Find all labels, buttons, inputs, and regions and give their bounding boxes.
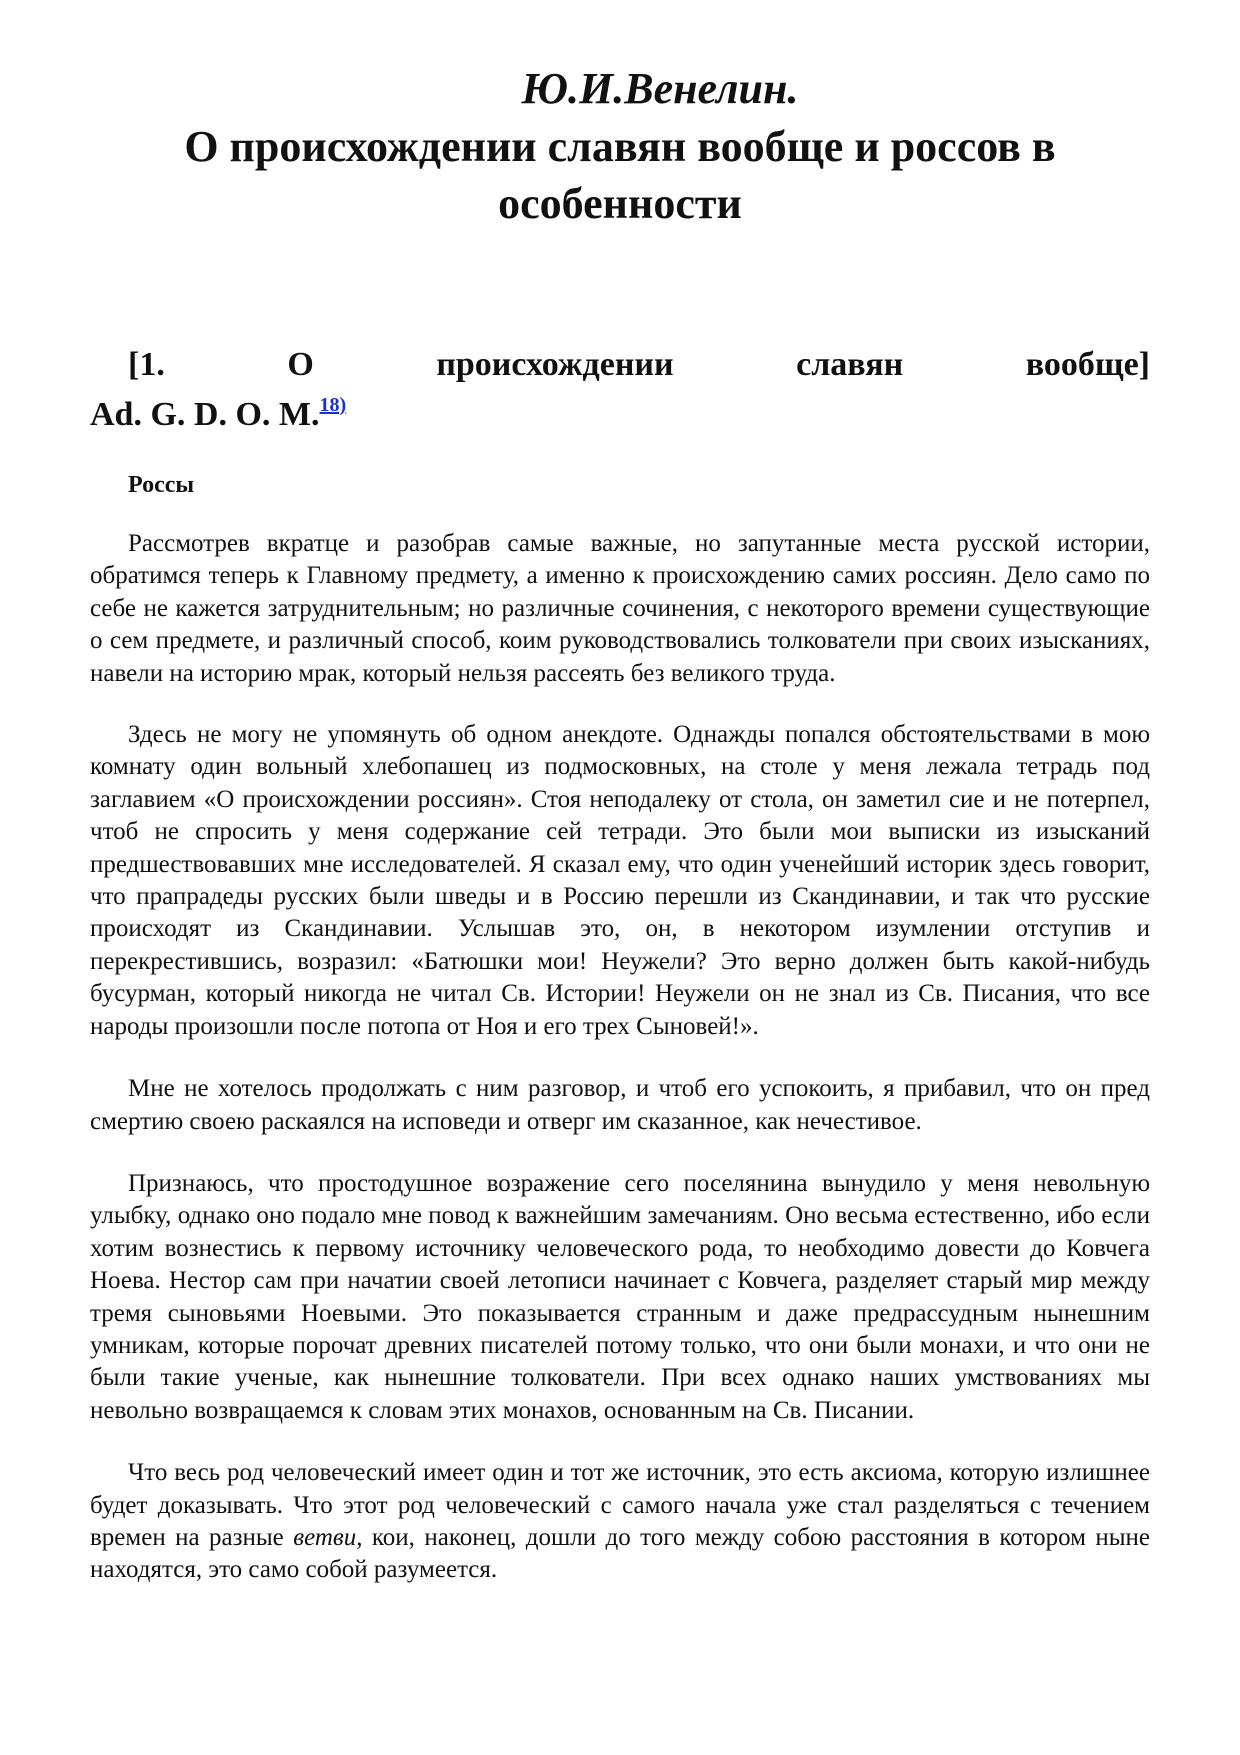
heading-word: О xyxy=(287,346,314,383)
heading-word: славян xyxy=(796,346,904,383)
heading-word: происхождении xyxy=(436,346,674,383)
heading-word: [1. xyxy=(128,346,165,383)
section-heading xyxy=(90,345,1150,435)
footnote-link[interactable]: 18) xyxy=(319,394,347,416)
paragraph: Здесь не могу не упомянуть об одном анекдоте. Однажды попался обстоятельствами в мою комнату один вольный хлебопашец из подмосковных, на столе у меня лежала тетрадь под заглавием «О происхождении россиян». Стоя неподалеку от стола, он заметил сие и не потерпел, чтоб не спросить у меня содержание сей тетради. Это были мои выписки из изысканий предшествовавших мне исследователей. Я сказал ему, что один ученейший историк здесь говорит, что прапрадеды русских были шведы и в Россию перешли из Скандинавии, и так что русские происходят из Скандинавии. Услышав это, он, в некотором изумлении отступив и перекрестившись, возразил: «Батюшки мои! Неужели? Это верно должен быть какой-нибудь бусурман, который никогда не читал Св. Истории! Неужели он не знал из Св. Писания, что все народы произошли после потопа от Ноя и его трех Сыновей!». xyxy=(90,721,1150,1040)
paragraph-text: кои, наконец, дошли до того между собою расстояния в котором ныне находятся, это само собой разумеется. xyxy=(90,1523,1150,1584)
paragraph: Рассмотрев вкратце и разобрав самые важные, но запутанные места русской истории, обратимся теперь к Главному предмету, а именно к происхождению самих россиян. Дело само по себе не кажется затруднительным; но различные сочинения, с некоторого времени существующие о сем предмете, и различный способ, коим руководствовались толкователи при своих изысканиях, навели на историю мрак, который нельзя рассеять без великого труда. xyxy=(90,530,1150,687)
paragraph xyxy=(90,1457,1150,1587)
dedication-text: Ad. G. D. O. M. xyxy=(90,396,320,433)
paragraph: Признаюсь, что простодушное возражение сего поселянина вынудило у меня невольную улыбку, однако оно подало мне повод к важнейшим замечаниям. Оно весьма естественно, ибо если хотим вознестись к первому источнику человеческого рода, то необходимо довести до Ковчега Ноева. Нестор сам при начатии своей летописи начинает с Ковчега, разделяет старый мир между тремя сыновьями Ноевыми. Это показывается странным и даже предрассудным нынешним умникам, которые порочат древних писателей потому только, что они были монахи, и что они не были такие ученые, как нынешние толкователи. При всех однако наших умствованиях мы невольно возвращаемся к словам этих монахов, основанным на Св. Писании. xyxy=(90,1169,1150,1424)
section-heading-line1 xyxy=(90,345,1150,385)
author-name: Ю.И.Венелин. xyxy=(521,64,799,113)
heading-word: вообще] xyxy=(1025,346,1150,383)
subheading: Россы xyxy=(128,472,195,498)
paragraph: Мне не хотелось продолжать с ним разговор, и чтоб его успокоить, я прибавил, что он пред смертию своею раскаялся на исповеди и отверг им сказанное, как нечестивое. xyxy=(90,1075,1150,1135)
document-title: О происхождении славян вообще и россов в особенности xyxy=(184,122,1056,228)
emphasis-text: ветви, xyxy=(293,1523,363,1551)
body-text xyxy=(90,528,1150,1616)
paragraph-text: Что весь род человеческий имеет один и тот же источник, это есть аксиома, которую излишнее будет доказывать. Что этот род человеческий с самого начала уже стал разделяться с течением времен на разные xyxy=(90,1459,1150,1551)
section-heading-line2 xyxy=(90,385,1150,435)
